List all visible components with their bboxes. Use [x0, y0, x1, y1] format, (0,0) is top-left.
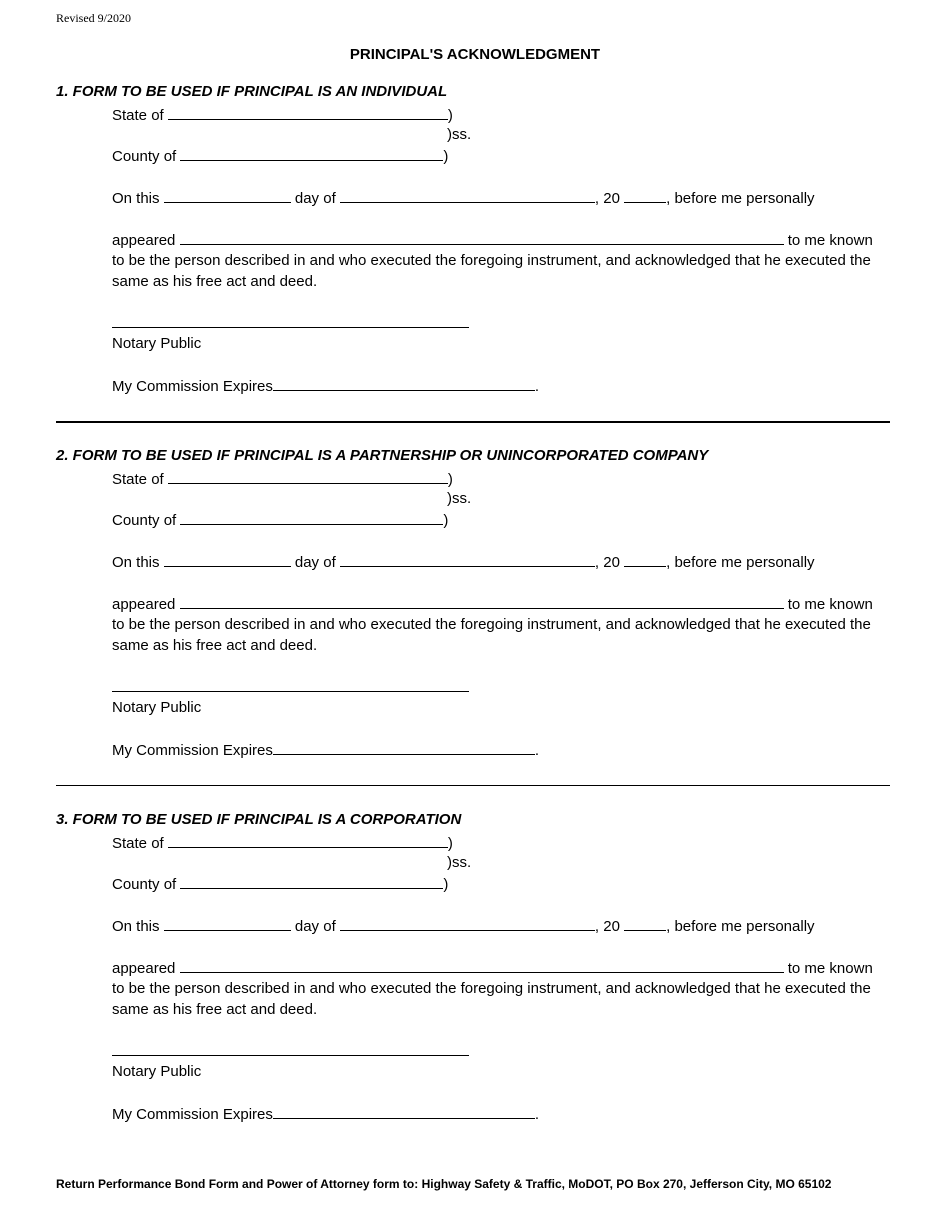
person-name-field[interactable] [180, 958, 784, 973]
county-field[interactable] [180, 874, 443, 889]
commission-label: My Commission Expires [112, 378, 273, 395]
state-paren: ) [447, 107, 453, 124]
state-field[interactable] [168, 833, 448, 848]
acknowledgment-text: to be the person described in and who executed the foregoing instrument, and acknowledged that he executed the same as his free act and deed. [112, 252, 871, 290]
to-me-known-label: to me known [787, 232, 873, 249]
to-me-known-label: to me known [787, 596, 873, 613]
year-prefix: , 20 [594, 554, 620, 571]
county-line [112, 874, 448, 895]
appeared-line [112, 594, 873, 615]
commission-date-field[interactable] [273, 1104, 535, 1119]
appeared-line [112, 230, 873, 251]
acknowledgment-text: to be the person described in and who executed the foregoing instrument, and acknowledged that he executed the same as his free act and deed. [112, 616, 871, 654]
day-of-label: day of [294, 190, 336, 207]
to-me-known-label: to me known [787, 960, 873, 977]
ss-mark: )ss. [447, 126, 472, 143]
day-field[interactable] [164, 552, 291, 567]
state-label: State of [112, 471, 164, 488]
before-me-label: , before me personally [666, 918, 815, 935]
before-me-label: , before me personally [666, 190, 815, 207]
month-field[interactable] [340, 552, 595, 567]
day-of-label: day of [294, 554, 336, 571]
commission-period: . [534, 742, 540, 759]
commission-line [112, 376, 539, 397]
return-address: Return Performance Bond Form and Power of Attorney form to: Highway Safety & Traffic, MoDOT, PO Box 270, Jefferson City, MO 65102 [56, 1177, 832, 1191]
date-line [112, 188, 815, 209]
notary-public-label: Notary Public [112, 699, 202, 716]
state-paren: ) [447, 471, 453, 488]
county-field[interactable] [180, 146, 443, 161]
revision-date: Revised 9/2020 [56, 11, 131, 25]
commission-period: . [534, 378, 540, 395]
month-field[interactable] [340, 916, 595, 931]
person-name-field[interactable] [180, 230, 784, 245]
county-label: County of [112, 512, 177, 529]
county-field[interactable] [180, 510, 443, 525]
state-field[interactable] [168, 469, 448, 484]
commission-date-field[interactable] [273, 740, 535, 755]
year-prefix: , 20 [594, 918, 620, 935]
appeared-label: appeared [112, 232, 176, 249]
state-label: State of [112, 107, 164, 124]
notary-signature-field[interactable] [112, 313, 469, 328]
on-this-label: On this [112, 190, 160, 207]
date-line [112, 552, 815, 573]
before-me-label: , before me personally [666, 554, 815, 571]
county-line [112, 146, 448, 167]
ss-mark: )ss. [447, 490, 472, 507]
section-heading: 3. FORM TO BE USED IF PRINCIPAL IS A CORPORATION [56, 811, 462, 828]
county-line [112, 510, 448, 531]
day-field[interactable] [164, 188, 291, 203]
on-this-label: On this [112, 554, 160, 571]
ss-mark: )ss. [447, 854, 472, 871]
commission-line [112, 740, 539, 761]
year-field[interactable] [624, 188, 666, 203]
county-paren: ) [443, 148, 449, 165]
appeared-label: appeared [112, 960, 176, 977]
commission-label: My Commission Expires [112, 1106, 273, 1123]
commission-line [112, 1104, 539, 1125]
date-line [112, 916, 815, 937]
state-label: State of [112, 835, 164, 852]
county-label: County of [112, 148, 177, 165]
page-title: PRINCIPAL'S ACKNOWLEDGMENT [349, 46, 601, 63]
county-paren: ) [443, 876, 449, 893]
day-of-label: day of [294, 918, 336, 935]
county-label: County of [112, 876, 177, 893]
year-field[interactable] [624, 552, 666, 567]
county-paren: ) [443, 512, 449, 529]
state-line [112, 469, 453, 490]
state-line [112, 833, 453, 854]
notary-public-label: Notary Public [112, 1063, 202, 1080]
section-heading: 1. FORM TO BE USED IF PRINCIPAL IS AN INDIVIDUAL [56, 83, 448, 100]
on-this-label: On this [112, 918, 160, 935]
acknowledgment-text: to be the person described in and who executed the foregoing instrument, and acknowledged that he executed the same as his free act and deed. [112, 980, 871, 1018]
section-heading: 2. FORM TO BE USED IF PRINCIPAL IS A PARTNERSHIP OR UNINCORPORATED COMPANY [56, 447, 709, 464]
state-paren: ) [447, 835, 453, 852]
acknowledgment-section-3 [0, 811, 950, 1141]
notary-public-label: Notary Public [112, 335, 202, 352]
person-name-field[interactable] [180, 594, 784, 609]
state-field[interactable] [168, 105, 448, 120]
commission-date-field[interactable] [273, 376, 535, 391]
acknowledgment-section-2 [0, 447, 950, 777]
notary-signature-field[interactable] [112, 1041, 469, 1056]
appeared-label: appeared [112, 596, 176, 613]
commission-label: My Commission Expires [112, 742, 273, 759]
year-prefix: , 20 [594, 190, 620, 207]
year-field[interactable] [624, 916, 666, 931]
notary-signature-field[interactable] [112, 677, 469, 692]
acknowledgment-section-1 [0, 83, 950, 413]
section-divider [56, 421, 890, 423]
day-field[interactable] [164, 916, 291, 931]
state-line [112, 105, 453, 126]
month-field[interactable] [340, 188, 595, 203]
appeared-line [112, 958, 873, 979]
commission-period: . [534, 1106, 540, 1123]
section-divider [56, 785, 890, 786]
